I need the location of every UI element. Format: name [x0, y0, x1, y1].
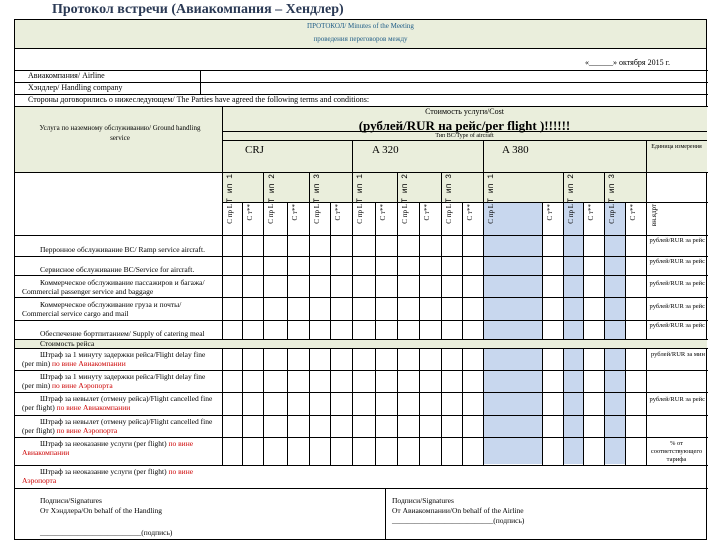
divider: [352, 140, 353, 172]
divider: [483, 140, 484, 172]
divider: [14, 256, 708, 257]
subcol-label: С пр L: [608, 204, 616, 224]
divider: [352, 202, 353, 465]
divider: [14, 348, 708, 349]
subcol-label: С т**: [466, 204, 474, 221]
subcol-label: С пр L: [356, 204, 364, 224]
segment-label: Т ип 1: [226, 174, 235, 203]
divider: [441, 172, 442, 202]
subcol-label: С пр L: [226, 204, 234, 224]
divider: [563, 202, 564, 465]
divider: [14, 392, 708, 393]
divider: [352, 172, 353, 202]
aircraft-a380: A 380: [502, 144, 529, 156]
divider: [14, 370, 708, 371]
divider: [222, 202, 708, 203]
divider: [462, 202, 463, 465]
unit-cell: рублей/RUR за рейс: [649, 237, 705, 244]
divider: [397, 172, 398, 202]
row-label: Штраф за невылет (отмену рейса)/Flight cancelled fine (per flight) по вине Авиакомпании: [22, 394, 213, 412]
divider: [625, 202, 626, 465]
subcol-label: С пр L: [567, 204, 575, 224]
row-label: Штраф за невылет (отмену рейса)/Flight cancelled fine (per flight) по вине Аэропорта: [22, 417, 213, 435]
unit-cell: рублей/RUR за мин: [650, 351, 705, 358]
row-label: Штраф за неоказание услуги (per flight) по вине Авиакомпании: [22, 439, 194, 457]
unit-cell: рублей/RUR за рейс: [649, 396, 705, 403]
row-label: Сервисное обслуживание ВС/Service for aircraft.: [40, 265, 195, 274]
airline-label: Авиакомпания/ Airline: [28, 71, 105, 80]
service-header: Услуга по наземному обслуживанию/ Ground handling service: [39, 124, 201, 142]
currency-header: (рублей/RUR на рейс/per flight )!!!!!!: [358, 118, 571, 133]
segment-label: Т ип 2: [401, 174, 410, 203]
divider: [14, 320, 708, 321]
header-line2: проведения переговоров между: [313, 35, 408, 43]
subcol-label: С т**: [379, 204, 387, 221]
divider: [14, 415, 708, 416]
row-label: Обеспечение бортпитанием/ Supply of catering meal: [40, 329, 205, 338]
date-line[interactable]: «______» октября 2015 г.: [585, 58, 670, 67]
divider: [563, 172, 564, 202]
divider: [542, 202, 543, 465]
airline-field[interactable]: [205, 71, 705, 82]
divider: [222, 140, 707, 141]
divider: [441, 202, 442, 465]
divider: [200, 70, 201, 94]
divider: [14, 297, 708, 298]
divider: [242, 202, 243, 465]
signature-line-left[interactable]: ___________________________(подпись): [40, 528, 173, 537]
subcol-label: С пр L: [313, 204, 321, 224]
signature-airline: От Авиакомпании/On behalf of the Airline: [392, 506, 524, 515]
aircraft-crj: CRJ: [245, 144, 264, 156]
unit-cell: рублей/RUR за рейс: [649, 258, 705, 265]
row-label: Штраф за 1 минуту задержки рейса/Flight delay fine (per min) по вине Авиакомпании: [22, 350, 206, 368]
divider: [263, 202, 264, 465]
divider: [397, 202, 398, 465]
divider: [483, 172, 484, 202]
signature-handler: От Хэндлера/On behalf of the Handling: [40, 506, 162, 515]
subcol-label: С т**: [423, 204, 431, 221]
segment-label: Т ип 2: [268, 174, 277, 203]
divider: [646, 140, 647, 465]
header-line1: ПРОТОКОЛ/ Minutes of the Meeting: [307, 22, 414, 30]
subcol-label: С пр L: [445, 204, 453, 224]
row-label: Коммерческое обслуживание пассажиров и багажа/ Commercial passenger service and baggage: [22, 278, 205, 296]
divider: [330, 202, 331, 465]
handler-field[interactable]: [205, 83, 705, 94]
divider: [483, 202, 484, 465]
aircraft-type-header: Тип ВС/Type of aircraft: [435, 133, 494, 139]
divider: [309, 172, 310, 202]
row-label: Перронное обслуживание ВС/ Ramp service aircraft.: [40, 245, 205, 254]
row-label: Штраф за неоказание услуги (per flight) по вине Аэропорта: [22, 467, 194, 485]
cost-header: Стоимость услуги/Cost: [425, 107, 504, 116]
highlight-column: [483, 202, 542, 464]
segment-label: Т ип 3: [608, 174, 617, 203]
divider: [419, 202, 420, 465]
segment-label: Т ип 2: [567, 174, 576, 203]
page-title: Протокол встречи (Авиакомпания – Хендлер): [52, 2, 344, 17]
segment-header-bg: [222, 172, 646, 202]
aircraft-a320: A 320: [372, 144, 399, 156]
subtotal-label: Стоимость рейса: [40, 339, 95, 348]
subcol-label: С т**: [546, 204, 554, 221]
divider: [604, 172, 605, 202]
row-label: Коммерческое обслуживание груза и почты/ Commercial service cargo and mail: [22, 300, 182, 318]
divider: [14, 275, 708, 276]
divider: [263, 172, 264, 202]
divider: [14, 437, 708, 438]
segment-label: Т ип 1: [487, 174, 496, 203]
subcol-label: С т**: [587, 204, 595, 221]
divider: [583, 202, 584, 465]
segment-label: Т ип 3: [445, 174, 454, 203]
units-vertical-label: вн.ядрт: [650, 204, 658, 227]
highlight-column: [604, 202, 625, 464]
subcol-label: С т**: [291, 204, 299, 221]
divider: [309, 202, 310, 465]
unit-cell: рублей/RUR за рейс: [649, 303, 705, 310]
subcol-label: С т**: [246, 204, 254, 221]
divider: [222, 107, 223, 465]
divider: [375, 202, 376, 465]
divider: [222, 131, 707, 132]
highlight-column: [563, 202, 583, 464]
segment-label: Т ип 1: [356, 174, 365, 203]
signature-title-left: Подписи/Signatures: [40, 496, 102, 505]
subcol-label: С пр L: [267, 204, 275, 224]
subcol-label: С т**: [629, 204, 637, 221]
unit-cell: рублей/RUR за рейс: [649, 322, 705, 329]
divider: [14, 465, 708, 466]
unit-cell: % от соответствующего тарифа: [650, 440, 703, 463]
divider: [14, 488, 708, 489]
handler-label: Хэндлер/ Handling company: [28, 83, 123, 92]
divider: [385, 488, 386, 540]
subcol-label: С пр L: [401, 204, 409, 224]
units-header: Единица измерения: [651, 144, 702, 150]
row-label: Штраф за 1 минуту задержки рейса/Flight delay fine (per min) по вине Аэропорта: [22, 372, 206, 390]
divider: [287, 202, 288, 465]
divider: [14, 339, 708, 340]
subcol-label: С пр L: [487, 204, 495, 224]
divider: [604, 202, 605, 465]
segment-label: Т ип 3: [313, 174, 322, 203]
subtotal-row-bg: [15, 339, 707, 348]
signature-title-right: Подписи/Signatures: [392, 496, 454, 505]
subcol-label: С т**: [334, 204, 342, 221]
unit-cell: рублей/RUR за рейс: [649, 280, 705, 287]
agreement-text: Стороны договорились о нижеследующем/ The Parties have agreed the following terms and conditions:: [28, 95, 370, 104]
signature-line-right[interactable]: ___________________________(подпись): [392, 516, 525, 525]
